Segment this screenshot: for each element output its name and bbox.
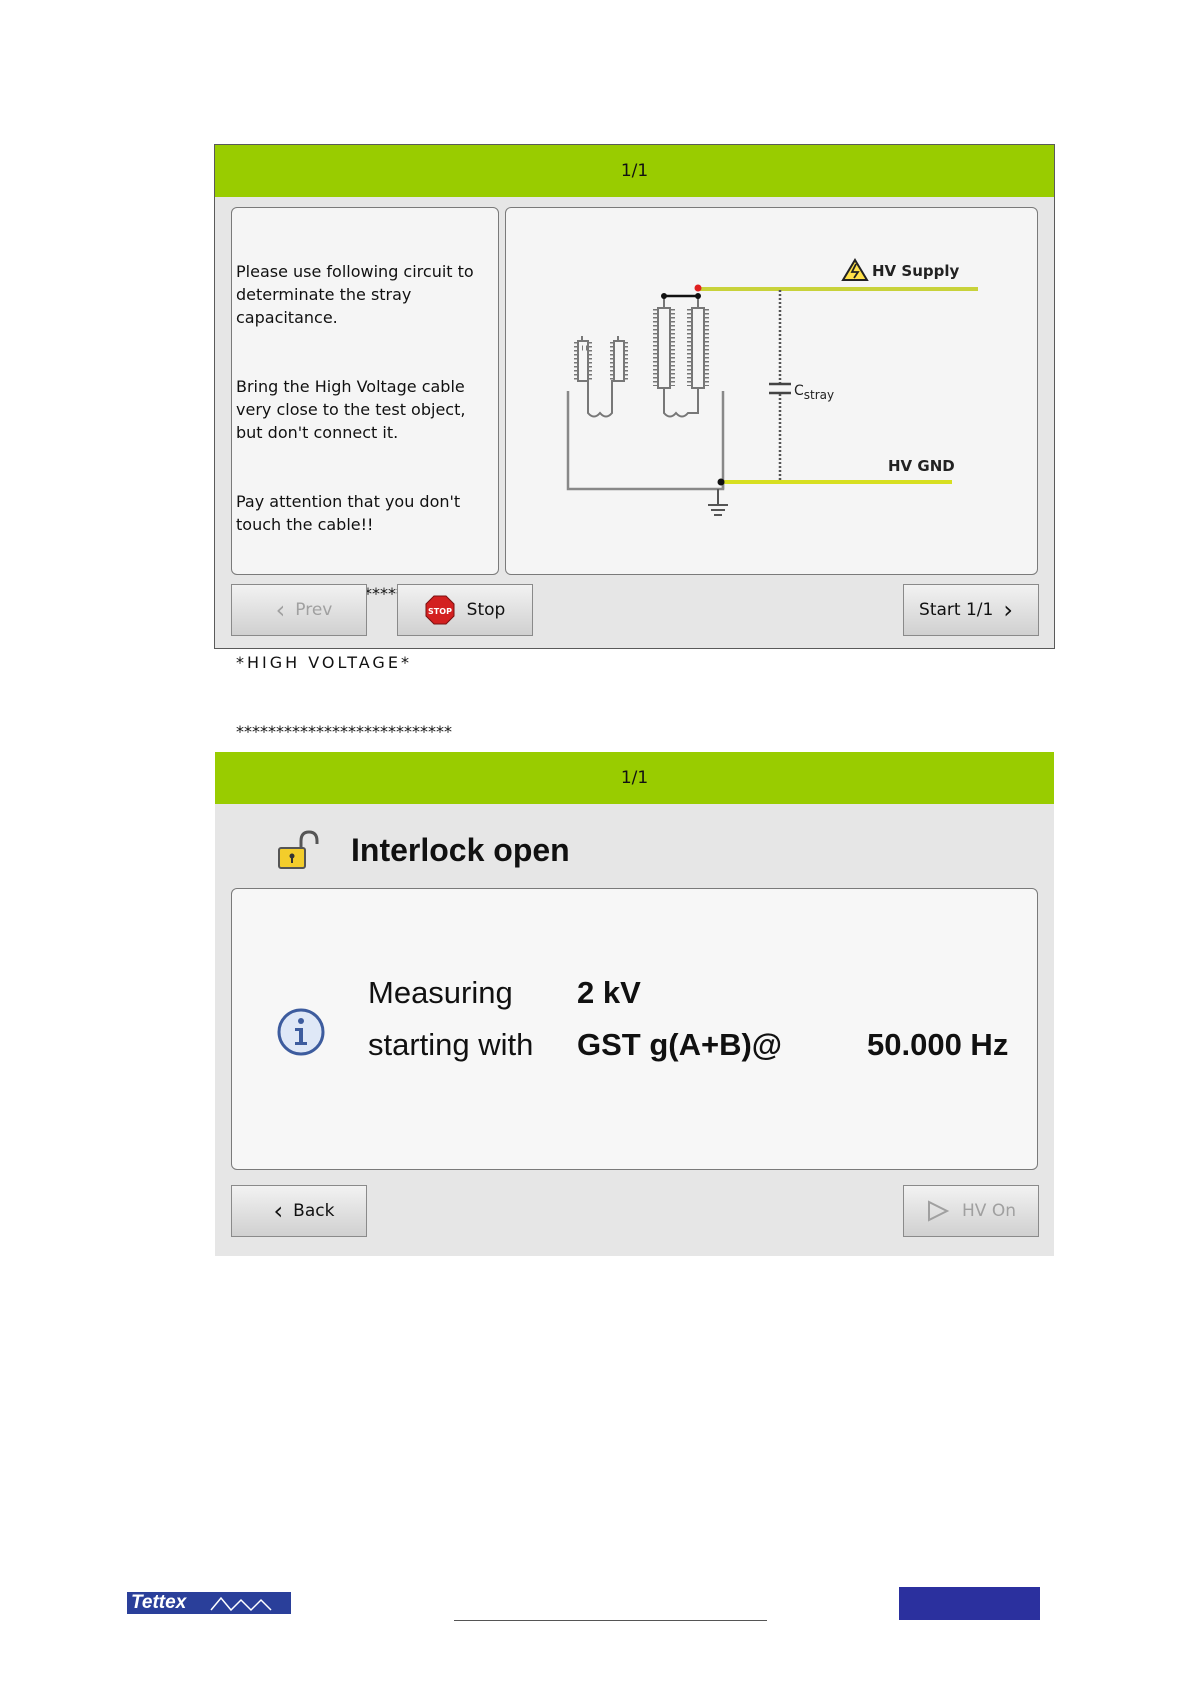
stars-separator-bottom: *************************** xyxy=(236,722,452,741)
bushing-left-2 xyxy=(614,336,624,381)
hv-supply-label: HV Supply xyxy=(872,262,960,280)
circuit-diagram-panel xyxy=(505,207,1038,575)
ground-symbol xyxy=(708,505,728,515)
instruction-text-2: Bring the High Voltage cable very close to the test object, but don't connect it. xyxy=(236,377,476,442)
message-panel xyxy=(231,888,1038,1170)
circuit-diagram xyxy=(506,208,1039,576)
start-button[interactable] xyxy=(903,584,1039,636)
stop-button[interactable] xyxy=(397,584,533,636)
svg-text:STOP: STOP xyxy=(427,607,452,616)
chevron-right-icon: › xyxy=(1003,596,1013,624)
instruction-text-1: Please use following circuit to determinate the stray capacitance. xyxy=(236,262,479,327)
start-label: Start 1/1 xyxy=(919,600,994,620)
interlock-screen xyxy=(215,752,1054,1256)
chevron-left-icon: ‹ xyxy=(275,596,286,624)
hv-gnd-label: HV GND xyxy=(888,457,955,475)
high-voltage-warning: *HIGH VOLTAGE* xyxy=(236,653,412,672)
hv-on-button[interactable] xyxy=(903,1185,1039,1237)
measuring-label: Measuring xyxy=(368,975,513,1010)
lv-winding xyxy=(588,380,612,417)
gnd-node xyxy=(718,479,725,486)
info-icon xyxy=(276,1007,326,1057)
starting-with-label: starting with xyxy=(368,1027,534,1062)
prev-label: Prev xyxy=(295,600,333,620)
back-button[interactable] xyxy=(231,1185,367,1237)
prev-button[interactable] xyxy=(231,584,367,636)
back-label: Back xyxy=(293,1201,335,1221)
warning-icon xyxy=(843,260,867,280)
stop-label: Stop xyxy=(466,600,506,620)
chevron-left-icon: ‹ xyxy=(273,1197,284,1225)
open-padlock-icon xyxy=(275,830,321,872)
frequency-value: 50.000 Hz xyxy=(867,1027,1009,1062)
hv-winding xyxy=(664,388,698,417)
hv-cable-end xyxy=(695,285,702,292)
interlock-status-title: Interlock open xyxy=(351,832,570,868)
bushing-right-1 xyxy=(658,296,670,388)
instruction-text-3: Pay attention that you don't touch the cable!! xyxy=(236,492,466,534)
play-icon xyxy=(926,1200,950,1222)
bushing-right-2 xyxy=(692,296,704,388)
tettex-logo: Tettex xyxy=(127,1592,291,1614)
page-indicator: 1/1 xyxy=(620,161,649,181)
test-mode-value: GST g(A+B)@ xyxy=(577,1027,783,1062)
voltage-value: 2 kV xyxy=(577,975,641,1010)
circuit-instruction-screen xyxy=(215,145,1054,741)
footer-rule xyxy=(454,1620,767,1621)
logo-wave-graphic xyxy=(207,1592,287,1614)
hv-on-label: HV On xyxy=(962,1201,1016,1221)
transformer-tank xyxy=(568,391,723,489)
header-bar xyxy=(215,752,1054,804)
stop-sign-icon xyxy=(425,595,455,625)
footer-brand-box xyxy=(899,1587,1040,1620)
cstray-label: Cstray xyxy=(794,383,835,402)
bushing-left-1 xyxy=(578,336,588,381)
page-indicator: 1/1 xyxy=(620,768,649,788)
header-bar xyxy=(215,145,1054,197)
